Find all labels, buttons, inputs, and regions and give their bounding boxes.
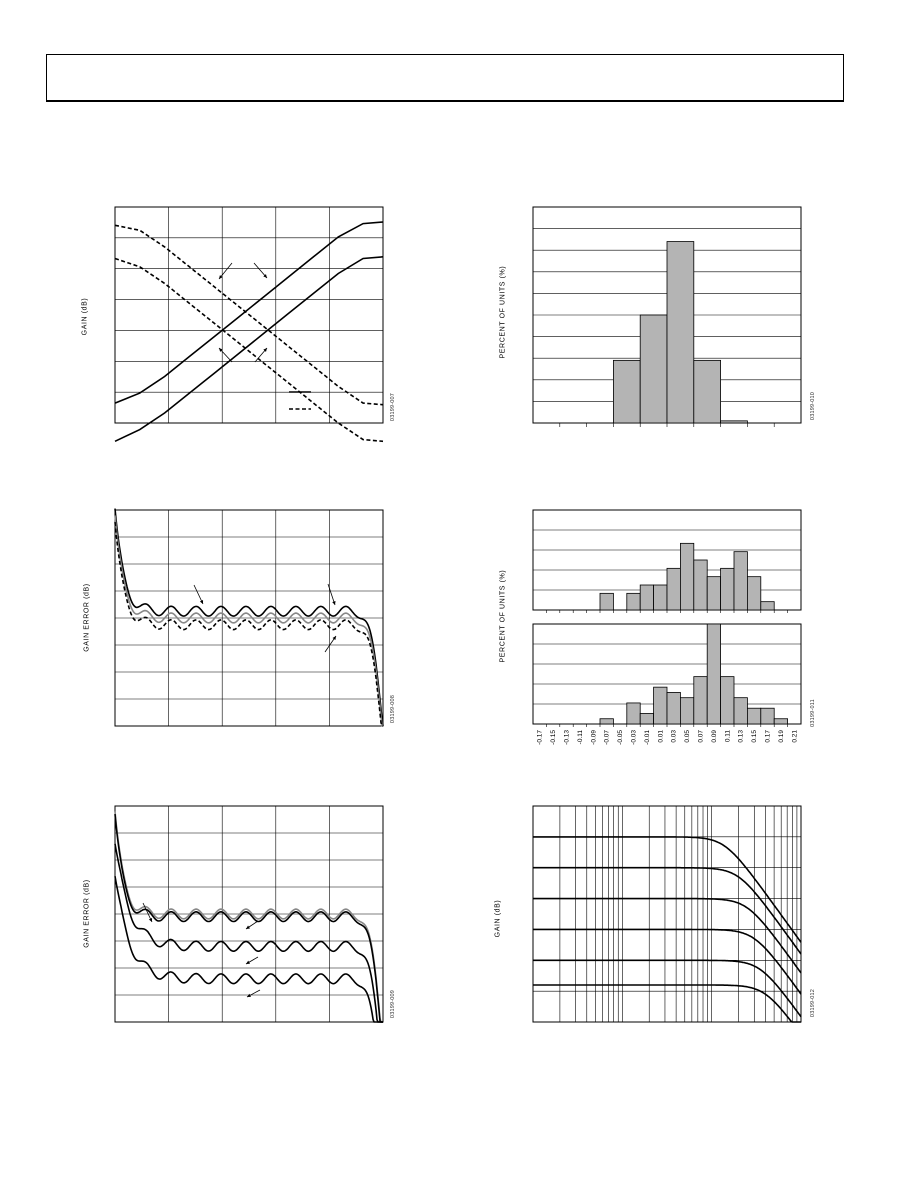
chart6-frame (533, 806, 801, 1022)
chart3-series-1-line (115, 509, 383, 726)
chart1-docid: 03199-007 (390, 392, 396, 422)
chart4-bar (734, 698, 747, 724)
chart2-plot (533, 207, 801, 427)
chart4-bar (707, 577, 720, 610)
chart4-bar (680, 698, 693, 724)
chart4-bar (680, 543, 693, 610)
chart3-plot (115, 509, 383, 726)
chart4-bar (627, 703, 640, 724)
chart6-ylabel: GAIN (dB) (494, 899, 502, 938)
chart4-xtick-label: -0.01 (643, 730, 651, 745)
chart5-ylabel: GAIN ERROR (dB) (83, 879, 91, 948)
chart3-ylabel: GAIN ERROR (dB) (83, 583, 91, 652)
chart6-series-5-line (533, 960, 801, 1017)
chart6-series-1-line (533, 837, 801, 942)
chart3-annot-arrow-3-head (333, 636, 336, 640)
chart1-series-1-line (115, 222, 383, 403)
chart3-series-3-line (115, 522, 383, 726)
chart4-bar (734, 552, 747, 610)
chart4-bar (654, 687, 667, 724)
chart2-bar (640, 315, 667, 423)
chart4-bar (667, 568, 680, 610)
chart4-xtick-label: 0.01 (657, 730, 665, 743)
chart4-bar (654, 585, 667, 610)
chart4-bar (747, 708, 760, 724)
chart2-bar (694, 360, 721, 423)
chart4-xtick-label: -0.05 (617, 730, 625, 745)
chart4-ylabel: PERCENT OF UNITS (%) (499, 569, 507, 663)
chart1-plot (115, 207, 383, 441)
chart4-xtick-label: 0.19 (777, 730, 785, 743)
chart6-plot (533, 806, 801, 1022)
chart4-bar (600, 593, 613, 610)
chart4-bar (600, 719, 613, 724)
chart4-xtick-label: 0.13 (737, 730, 745, 743)
chart2-bar (721, 421, 748, 423)
chart5-series-1-line (115, 811, 383, 1022)
chart4-xtick-label: -0.03 (630, 730, 638, 745)
chart4-bar (747, 577, 760, 610)
chart4-xtick-label: 0.11 (724, 730, 732, 743)
chart3-docid: 03199-008 (390, 694, 396, 724)
chart4-xtick-label: 0.09 (710, 730, 718, 743)
chart4-xtick-label: 0.03 (670, 730, 678, 743)
chart4-bar (694, 677, 707, 724)
chart4-xtick-label: -0.09 (590, 730, 598, 745)
chart3-annot-arrow-2-head (332, 601, 335, 605)
chart2-docid: 03199-010 (810, 391, 816, 421)
chart4-bar (707, 624, 720, 724)
chart2-bar (613, 360, 640, 423)
chart4-bar (640, 713, 653, 724)
chart4-bar (721, 568, 734, 610)
chart5-series-4-line (115, 876, 383, 1022)
chart5-docid: 03199-009 (390, 989, 396, 1019)
chart4-xtick-label: -0.17 (536, 730, 544, 745)
chart4-xtick-label: 0.05 (684, 730, 692, 743)
chart1-series-3-line (115, 225, 383, 404)
chart4-docid: 03199-011 (810, 699, 816, 727)
chart4-xtick-label: -0.11 (576, 730, 584, 745)
chart1-ylabel: GAIN (dB) (81, 297, 89, 336)
chart5-plot (115, 806, 383, 1022)
chart4-bar (627, 593, 640, 610)
chart1-series-2-line (115, 257, 383, 442)
chart4-xtick-label: 0.21 (791, 730, 799, 743)
chart5-series-2-line (115, 814, 383, 1022)
chart4-xtick-label: -0.13 (563, 730, 571, 745)
chart4-bar (761, 708, 774, 724)
chart4-xtick-label: 0.07 (697, 730, 705, 743)
chart4-bar (721, 677, 734, 724)
chart6-series-2-line (533, 868, 801, 954)
chart4-bar (667, 692, 680, 724)
chart5-annot-arrow-2-head (246, 926, 250, 929)
chart2-ylabel: PERCENT OF UNITS (%) (499, 265, 507, 359)
chart4-bar (694, 560, 707, 610)
chart4-bar (774, 719, 787, 724)
chart2-bar (667, 242, 694, 423)
chart4-plot (533, 510, 801, 745)
chart4-xtick-label: 0.15 (751, 730, 759, 743)
chart4-bar (640, 585, 653, 610)
chart6-series-6-line (533, 985, 801, 1022)
chart4-xtick-label: -0.07 (603, 730, 611, 745)
chart4-bar (761, 602, 774, 610)
chart4-xtick-label: 0.17 (764, 730, 772, 743)
chart6-docid: 03199-012 (810, 988, 816, 1018)
chart4-xtick-label: -0.15 (550, 730, 558, 745)
chart6-series-3-line (533, 899, 801, 973)
chart1-series-4-line (115, 259, 383, 442)
